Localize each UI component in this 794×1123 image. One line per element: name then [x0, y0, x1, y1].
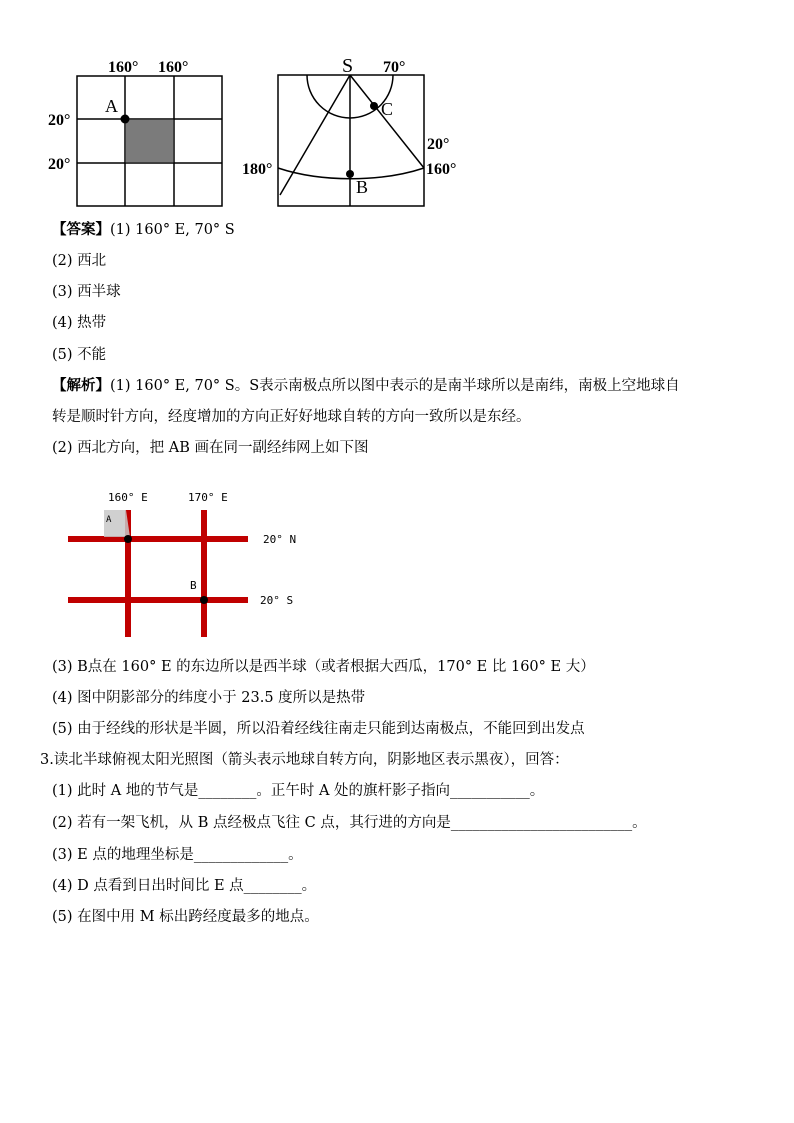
lat-label-20: 20°	[427, 136, 450, 153]
point-a-label: A	[106, 515, 112, 525]
analysis-1a-text: (1) 160° E, 70° S。S表示南极点所以图中表示的是南半球所以是南纬，南极上空地球自	[110, 378, 680, 394]
question-3-part-2: (2) 若有一架飞机，从 B 点经极点飞往 C 点，其行进的方向是_________________________。	[52, 815, 647, 831]
question-3-title: 3.读北半球俯视太阳光照图（箭头表示地球自转方向，阴影地区表示黑夜），回答：	[40, 752, 569, 768]
point-b-label: B	[190, 579, 197, 592]
lon-label-b: 160°	[158, 59, 189, 76]
analysis-line-5: (5) 由于经线的形状是半圆，所以沿着经线往南走只能到达南极点，不能回到出发点	[52, 721, 585, 737]
analysis-line-3: (3) B点在 160° E 的东边所以是西半球（或者根据大西瓜，170° E 比 160° E 大）	[52, 659, 595, 675]
question-3-part-4: (4) D 点看到日出时间比 E 点________。	[52, 878, 317, 894]
answer-1-text: (1) 160° E, 70° S	[110, 222, 235, 238]
question-3-part-5: (5) 在图中用 M 标出跨经度最多的地点。	[52, 909, 319, 925]
analysis-line-2: (2) 西北方向，把 AB 画在同一副经纬网上如下图	[52, 440, 369, 456]
answer-line-4: (4) 热带	[52, 315, 107, 331]
lat-label-20s: 20° S	[260, 594, 294, 607]
lon-label-160: 160°	[426, 161, 457, 178]
analysis-tag: 【解析】	[52, 377, 110, 394]
lon-label-a: 160°	[108, 59, 139, 76]
figure-grid-3	[60, 485, 320, 645]
analysis-line-4: (4) 图中阴影部分的纬度小于 23.5 度所以是热带	[52, 690, 366, 706]
question-3-part-1: (1) 此时 A 地的节气是________。正午时 A 处的旗杆影子指向___________。	[52, 783, 545, 799]
lat-label-a: 20°	[48, 112, 71, 129]
question-3-part-3: (3) E 点的地理坐标是_____________。	[52, 847, 303, 863]
lon-label-180: 180°	[242, 161, 273, 178]
point-a-label: A	[105, 96, 118, 116]
pole-label: S	[342, 55, 354, 77]
answer-tag: 【答案】	[52, 221, 110, 238]
answer-line-2: (2) 西北	[52, 253, 107, 269]
point-a-dot	[121, 115, 130, 124]
analysis-line-1a	[52, 376, 680, 396]
analysis-line-1b: 转是顺时针方向，经度增加的方向正好好地球自转的方向一致所以是东经。	[52, 409, 531, 425]
lat-label-20n: 20° N	[263, 533, 297, 546]
point-b-dot	[346, 170, 354, 178]
lon-label-70: 70°	[383, 59, 406, 76]
point-b-label: B	[356, 177, 369, 197]
point-a-dot	[124, 535, 132, 543]
answer-line-3: (3) 西半球	[52, 284, 121, 300]
answer-line-1	[52, 220, 235, 240]
answer-line-5: (5) 不能	[52, 347, 107, 363]
figure-polar-2	[238, 50, 473, 210]
point-c-dot	[370, 102, 378, 110]
point-c-label: C	[381, 99, 394, 119]
point-b-dot	[200, 596, 208, 604]
lon-label-160e: 160° E	[108, 491, 148, 504]
lat-label-b: 20°	[48, 156, 71, 173]
shaded-cell	[125, 119, 174, 163]
lon-label-170e: 170° E	[188, 491, 228, 504]
figure-grid-1	[40, 50, 230, 210]
